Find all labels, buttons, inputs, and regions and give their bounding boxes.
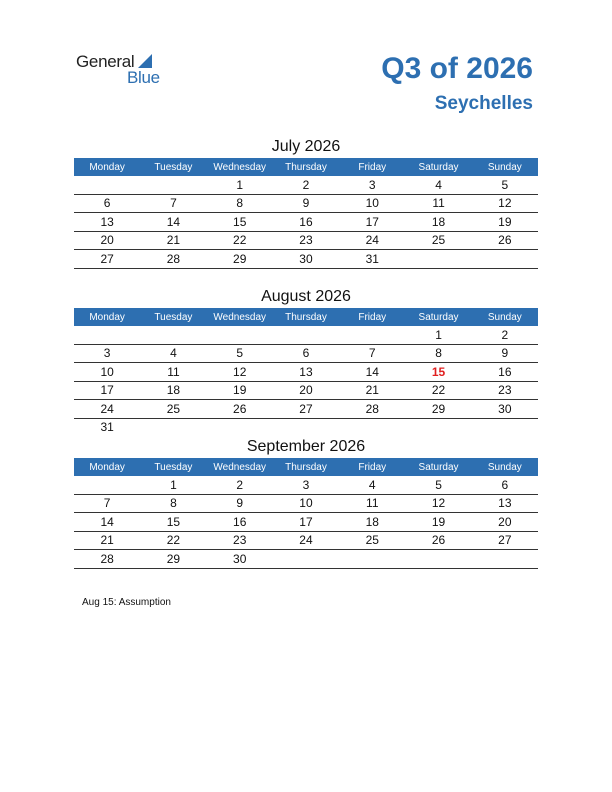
- day-cell: [74, 176, 140, 194]
- week-row: [74, 381, 538, 400]
- day-cell: 15: [140, 513, 206, 532]
- weekday-header-row: [74, 458, 538, 476]
- day-cell: 25: [405, 231, 471, 250]
- day-cell: 12: [472, 194, 538, 213]
- day-cell: 30: [472, 400, 538, 419]
- day-cell: 2: [273, 176, 339, 194]
- day-cell: [273, 326, 339, 344]
- weekday-header: Saturday: [405, 308, 471, 326]
- weekday-header: Wednesday: [207, 308, 273, 326]
- day-cell: 11: [339, 494, 405, 513]
- weekday-header: Friday: [339, 308, 405, 326]
- logo-blue-text: Blue: [127, 68, 160, 87]
- day-cell: 28: [339, 400, 405, 419]
- day-cell: 30: [273, 250, 339, 269]
- day-cell: 21: [140, 231, 206, 250]
- weekday-header: Tuesday: [140, 158, 206, 176]
- day-cell: 7: [140, 194, 206, 213]
- weekday-header: Thursday: [273, 308, 339, 326]
- day-cell: 22: [405, 381, 471, 400]
- weekday-header: Saturday: [405, 458, 471, 476]
- weekday-header: Thursday: [273, 158, 339, 176]
- day-cell: 8: [405, 344, 471, 363]
- day-cell: 9: [273, 194, 339, 213]
- country-name: Seychelles: [434, 93, 533, 114]
- day-cell: [339, 418, 405, 436]
- day-cell: 7: [74, 494, 140, 513]
- weekday-header: Sunday: [472, 158, 538, 176]
- day-cell: 1: [140, 476, 206, 494]
- day-cell: 4: [339, 476, 405, 494]
- day-cell: 23: [273, 231, 339, 250]
- day-cell: 8: [207, 194, 273, 213]
- day-cell: 29: [405, 400, 471, 419]
- day-cell: 29: [207, 250, 273, 269]
- week-row: [74, 363, 538, 382]
- week-row: [74, 531, 538, 550]
- day-cell: [405, 550, 471, 569]
- day-cell: 25: [140, 400, 206, 419]
- day-cell: 13: [472, 494, 538, 513]
- week-row: [74, 250, 538, 269]
- day-cell: 19: [472, 213, 538, 232]
- day-cell: 23: [207, 531, 273, 550]
- day-cell: 26: [405, 531, 471, 550]
- weekday-header-row: [74, 158, 538, 176]
- logo-general-text: General: [76, 52, 135, 71]
- day-cell: [273, 418, 339, 436]
- weekday-header: Friday: [339, 458, 405, 476]
- day-cell: 4: [140, 344, 206, 363]
- day-cell: [405, 418, 471, 436]
- weekday-header: Friday: [339, 158, 405, 176]
- day-cell: [140, 326, 206, 344]
- logo: [76, 52, 176, 92]
- day-cell: [140, 176, 206, 194]
- day-cell: [74, 476, 140, 494]
- day-cell: 11: [140, 363, 206, 382]
- week-row: [74, 231, 538, 250]
- week-row: [74, 418, 538, 436]
- weekday-header: Wednesday: [207, 158, 273, 176]
- day-cell: 12: [207, 363, 273, 382]
- day-cell: 9: [472, 344, 538, 363]
- day-cell: 5: [472, 176, 538, 194]
- day-cell: 31: [100, 420, 114, 435]
- day-cell: 18: [339, 513, 405, 532]
- month-title: September 2026: [246, 438, 366, 455]
- day-cell: [74, 326, 140, 344]
- day-cell: 1: [207, 176, 273, 194]
- day-cell: [207, 418, 273, 436]
- month-july: [74, 136, 538, 269]
- month-august: [74, 286, 538, 436]
- day-cell: 10: [273, 494, 339, 513]
- day-cell: 19: [207, 381, 273, 400]
- day-cell: 25: [339, 531, 405, 550]
- day-cell: 27: [472, 531, 538, 550]
- day-cell: 12: [405, 494, 471, 513]
- week-row: [74, 326, 538, 344]
- weekday-header: Wednesday: [207, 458, 273, 476]
- day-cell: 1: [405, 326, 471, 344]
- calendar-table: [74, 308, 538, 436]
- day-cell: 11: [405, 194, 471, 213]
- day-cell: 31: [339, 250, 405, 269]
- day-cell: 24: [339, 231, 405, 250]
- day-cell: 18: [140, 381, 206, 400]
- week-row: [74, 194, 538, 213]
- weekday-header: Monday: [74, 308, 140, 326]
- day-cell: 3: [339, 176, 405, 194]
- month-title: August 2026: [261, 288, 351, 305]
- day-cell: 29: [140, 550, 206, 569]
- day-cell: 17: [339, 213, 405, 232]
- day-cell: [472, 550, 538, 569]
- day-cell: 2: [472, 326, 538, 344]
- day-cell: 14: [140, 213, 206, 232]
- logo-triangle-icon: [138, 54, 152, 68]
- day-cell: 3: [273, 476, 339, 494]
- day-cell: 10: [74, 363, 140, 382]
- week-row: [74, 494, 538, 513]
- holiday-notes: Aug 15: Assumption: [82, 597, 171, 608]
- day-cell: 28: [74, 550, 140, 569]
- day-cell: [405, 250, 471, 269]
- day-cell: 24: [74, 400, 140, 419]
- day-cell: 5: [207, 344, 273, 363]
- day-cell: [140, 418, 206, 436]
- weekday-header: Thursday: [273, 458, 339, 476]
- day-cell: 9: [207, 494, 273, 513]
- week-row: [74, 400, 538, 419]
- day-cell: 20: [74, 231, 140, 250]
- day-cell: 23: [472, 381, 538, 400]
- day-cell: 7: [339, 344, 405, 363]
- weekday-header: Monday: [74, 458, 140, 476]
- day-cell: 26: [207, 400, 273, 419]
- week-row: [74, 550, 538, 569]
- weekday-header: Monday: [74, 158, 140, 176]
- day-cell: [339, 326, 405, 344]
- day-cell: 28: [140, 250, 206, 269]
- month-title: July 2026: [271, 138, 341, 155]
- day-cell: 5: [405, 476, 471, 494]
- day-cell: 21: [74, 531, 140, 550]
- day-cell: 17: [74, 381, 140, 400]
- day-cell: 22: [207, 231, 273, 250]
- weekday-header: Tuesday: [140, 458, 206, 476]
- day-cell: [273, 550, 339, 569]
- day-cell: 10: [339, 194, 405, 213]
- page-title: Q3 of 2026: [381, 52, 533, 85]
- day-cell: 6: [273, 344, 339, 363]
- day-cell: 13: [273, 363, 339, 382]
- calendar-table: [74, 458, 538, 569]
- day-cell: 27: [74, 250, 140, 269]
- day-cell: 8: [140, 494, 206, 513]
- day-cell: 16: [472, 363, 538, 382]
- day-cell: 22: [140, 531, 206, 550]
- week-row: [74, 176, 538, 194]
- day-cell: 20: [472, 513, 538, 532]
- day-cell: [339, 550, 405, 569]
- day-cell: 26: [472, 231, 538, 250]
- weekday-header: Sunday: [472, 308, 538, 326]
- weekday-header-row: [74, 308, 538, 326]
- day-cell: [207, 326, 273, 344]
- weekday-header: Saturday: [405, 158, 471, 176]
- day-cell: 19: [405, 513, 471, 532]
- day-cell: 15: [207, 213, 273, 232]
- day-cell: 24: [273, 531, 339, 550]
- day-cell: [472, 250, 538, 269]
- holiday-day-cell: 15: [405, 363, 471, 382]
- weekday-header: Tuesday: [140, 308, 206, 326]
- day-cell: 2: [207, 476, 273, 494]
- week-row: [74, 476, 538, 494]
- day-cell: 16: [207, 513, 273, 532]
- day-cell: 27: [273, 400, 339, 419]
- day-cell: 6: [74, 194, 140, 213]
- day-cell: 3: [74, 344, 140, 363]
- day-cell: 21: [339, 381, 405, 400]
- month-september: [74, 436, 538, 569]
- calendar-table: [74, 158, 538, 269]
- day-cell: 17: [273, 513, 339, 532]
- week-row: [74, 213, 538, 232]
- week-row: [74, 513, 538, 532]
- day-cell: 4: [405, 176, 471, 194]
- day-cell: 20: [273, 381, 339, 400]
- day-cell: 13: [74, 213, 140, 232]
- week-row: [74, 344, 538, 363]
- day-cell: 16: [273, 213, 339, 232]
- weekday-header: Sunday: [472, 458, 538, 476]
- day-cell: 6: [472, 476, 538, 494]
- day-cell: 18: [405, 213, 471, 232]
- day-cell: 30: [207, 550, 273, 569]
- day-cell: 14: [74, 513, 140, 532]
- day-cell: 14: [339, 363, 405, 382]
- day-cell: [472, 418, 538, 436]
